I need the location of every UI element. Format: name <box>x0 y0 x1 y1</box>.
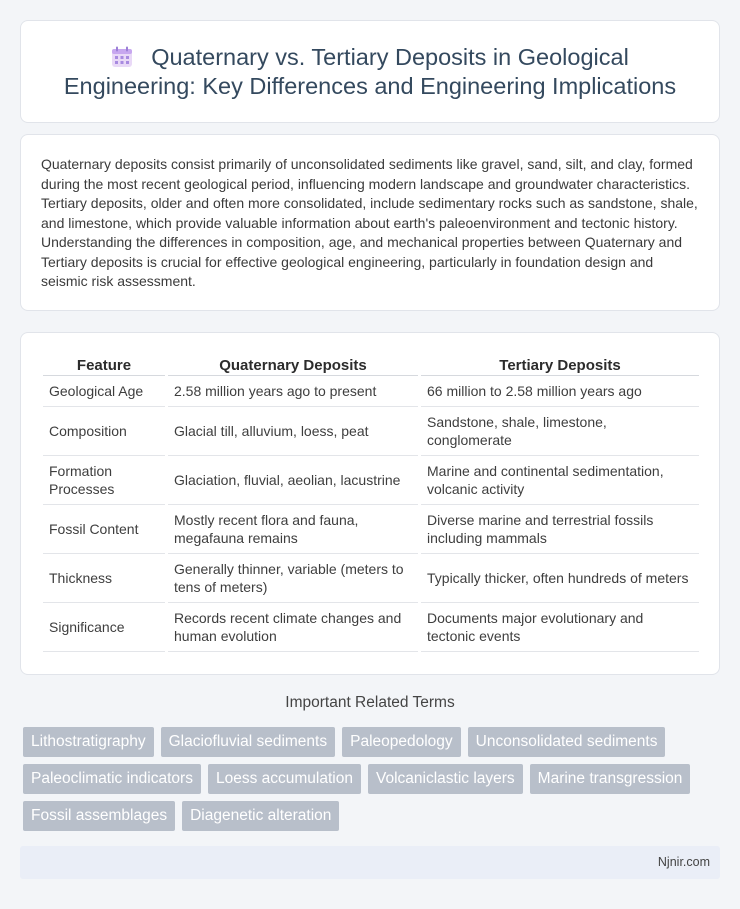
tag-row <box>23 801 723 831</box>
comparison-table <box>43 351 699 652</box>
header-tertiary: Tertiary Deposits <box>421 351 699 376</box>
related-terms-list <box>23 727 723 838</box>
row-tertiary: Diverse marine and terrestrial fossils including mammals <box>421 505 699 554</box>
tag-diagenetic-alteration[interactable]: Diagenetic alteration <box>182 801 339 831</box>
table-row <box>43 505 699 554</box>
row-quaternary: Glacial till, alluvium, loess, peat <box>168 407 418 456</box>
tag-volcaniclastic-layers[interactable]: Volcaniclastic layers <box>368 764 523 794</box>
tag-lithostratigraphy[interactable]: Lithostratigraphy <box>23 727 154 757</box>
table-row <box>43 376 699 407</box>
table-row <box>43 603 699 652</box>
intro-paragraph: Quaternary deposits consist primarily of unconsolidated sediments like gravel, sand, silt, and clay, formed during the most recent geological period, influencing modern landscape and groundwater characteristics. Tertiary deposits, older and often more consolidated, include sedimentary rocks such as sandstone, shale, and limestone, which provide valuable information about earth's paleoenvironment and tectonic history. Understanding the differences in composition, age, and mechanical properties between Quaternary and Tertiary deposits is crucial for effective geological engineering, particularly in foundation design and seismic risk assessment. <box>41 156 698 289</box>
tag-unconsolidated-sediments[interactable]: Unconsolidated sediments <box>468 727 666 757</box>
tag-paleopedology[interactable]: Paleopedology <box>342 727 461 757</box>
tag-marine-transgression[interactable]: Marine transgression <box>530 764 691 794</box>
row-feature: Significance <box>43 603 165 652</box>
header-quaternary: Quaternary Deposits <box>168 351 418 376</box>
row-quaternary: Mostly recent flora and fauna, megafauna remains <box>168 505 418 554</box>
row-quaternary: Records recent climate changes and human evolution <box>168 603 418 652</box>
row-tertiary: 66 million to 2.58 million years ago <box>421 376 699 407</box>
row-tertiary: Documents major evolutionary and tectonic events <box>421 603 699 652</box>
table-row <box>43 407 699 456</box>
tag-paleoclimatic-indicators[interactable]: Paleoclimatic indicators <box>23 764 201 794</box>
tag-fossil-assemblages[interactable]: Fossil assemblages <box>23 801 175 831</box>
title-card <box>20 20 720 123</box>
tag-glaciofluvial-sediments[interactable]: Glaciofluvial sediments <box>161 727 336 757</box>
table-header-row <box>43 351 699 376</box>
footer <box>20 846 720 879</box>
row-quaternary: Glaciation, fluvial, aeolian, lacustrine <box>168 456 418 505</box>
table-row <box>43 456 699 505</box>
page-title-text: Quaternary vs. Tertiary Deposits in Geological Engineering: Key Differences and Engineering Implications <box>63 43 677 99</box>
page-title <box>51 43 689 101</box>
row-tertiary: Sandstone, shale, limestone, conglomerate <box>421 407 699 456</box>
table-row <box>43 554 699 603</box>
comparison-table-card <box>20 332 720 675</box>
tag-row <box>23 727 723 757</box>
row-feature: Geological Age <box>43 376 165 407</box>
row-quaternary: Generally thinner, variable (meters to tens of meters) <box>168 554 418 603</box>
row-feature: Composition <box>43 407 165 456</box>
calendar-icon <box>111 46 133 68</box>
row-feature: Thickness <box>43 554 165 603</box>
row-tertiary: Typically thicker, often hundreds of meters <box>421 554 699 603</box>
related-terms-title: Important Related Terms <box>285 694 455 711</box>
row-quaternary: 2.58 million years ago to present <box>168 376 418 407</box>
intro-card <box>20 134 720 311</box>
row-tertiary: Marine and continental sedimentation, volcanic activity <box>421 456 699 505</box>
tag-loess-accumulation[interactable]: Loess accumulation <box>208 764 361 794</box>
row-feature: Formation Processes <box>43 456 165 505</box>
header-feature: Feature <box>43 351 165 376</box>
tag-row <box>23 764 723 794</box>
row-feature: Fossil Content <box>43 505 165 554</box>
footer-site-name[interactable]: Njnir.com <box>657 855 710 869</box>
